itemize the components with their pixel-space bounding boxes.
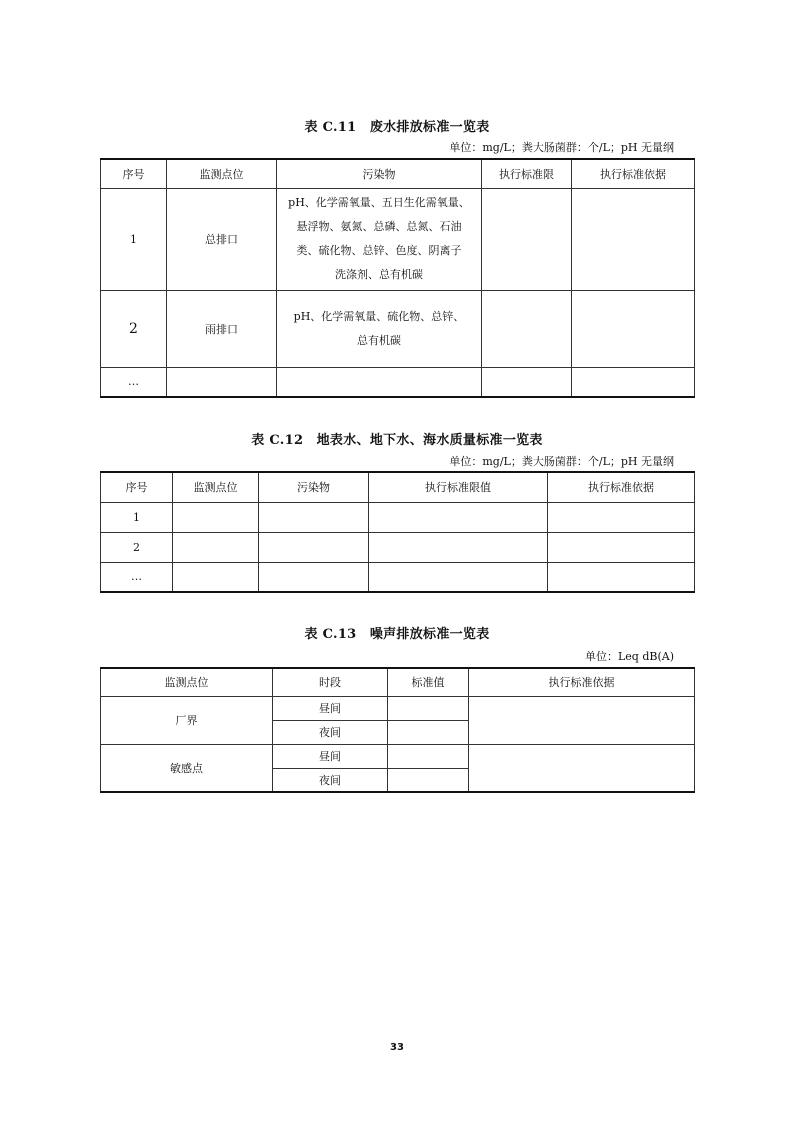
table-c12-header-row	[101, 472, 695, 502]
table-row	[101, 532, 695, 562]
empty-cell	[369, 532, 548, 562]
empty-cell	[173, 502, 259, 532]
standard-limit-cell	[482, 188, 572, 290]
standard-basis-cell	[572, 290, 695, 367]
standard-value-cell	[388, 696, 469, 720]
empty-cell	[259, 562, 369, 592]
empty-cell	[548, 532, 695, 562]
row-number: 1	[101, 502, 173, 532]
pollutant-line: 悬浮物、氨氮、总磷、总氮、石油	[296, 220, 462, 233]
header-cell: 监测点位	[101, 668, 273, 696]
standard-basis-cell	[572, 188, 695, 290]
standard-value-cell	[388, 720, 469, 744]
time-period: 夜间	[273, 768, 388, 792]
standard-basis-cell	[469, 744, 695, 792]
header-cell: 执行标准限	[482, 159, 572, 188]
time-period: 昼间	[273, 744, 388, 768]
table-c11-header-row	[101, 159, 695, 188]
pollutants-cell	[277, 290, 482, 367]
empty-cell	[173, 562, 259, 592]
header-cell: 执行标准限值	[369, 472, 548, 502]
monitoring-point: 敏感点	[101, 744, 273, 792]
table-c13-header-row	[101, 668, 695, 696]
table-row	[101, 562, 695, 592]
pollutant-line: 总有机碳	[357, 333, 401, 347]
table-row	[101, 744, 695, 768]
table-c13	[100, 667, 695, 793]
standard-basis-cell	[572, 367, 695, 397]
standard-limit-cell	[482, 367, 572, 397]
pollutants-cell	[277, 188, 482, 290]
header-cell: 污染物	[277, 159, 482, 188]
header-cell: 污染物	[259, 472, 369, 502]
header-cell: 执行标准依据	[572, 159, 695, 188]
table-c11-unit: 单位：mg/L；粪大肠菌群：个/L；pH 无量纲	[449, 141, 674, 154]
pollutant-line: pH、化学需氧量、五日生化需氧量、	[288, 196, 470, 209]
pollutants-cell	[277, 367, 482, 397]
pollutant-line: 类、硫化物、总锌、色度、阴离子	[296, 244, 462, 257]
row-number: 2	[101, 290, 167, 367]
standard-value-cell	[388, 768, 469, 792]
table-row	[101, 696, 695, 720]
table-c12-caption: 表 C.12 地表水、地下水、海水质量标准一览表	[251, 433, 543, 448]
monitoring-point	[167, 367, 277, 397]
header-cell: 监测点位	[167, 159, 277, 188]
monitoring-point: 厂界	[101, 696, 273, 744]
table-row	[101, 290, 695, 367]
table-row	[101, 367, 695, 397]
row-number: …	[101, 367, 167, 397]
header-cell: 序号	[101, 472, 173, 502]
table-c12-unit: 单位：mg/L；粪大肠菌群：个/L；pH 无量纲	[449, 455, 674, 468]
standard-limit-cell	[482, 290, 572, 367]
header-cell: 时段	[273, 668, 388, 696]
time-period: 昼间	[273, 696, 388, 720]
header-cell: 标准值	[388, 668, 469, 696]
monitoring-point: 总排口	[167, 188, 277, 290]
pollutant-line: pH、化学需氧量、硫化物、总锌、	[293, 309, 465, 323]
header-cell: 监测点位	[173, 472, 259, 502]
table-c12	[100, 471, 695, 593]
row-number: 2	[101, 532, 173, 562]
empty-cell	[173, 532, 259, 562]
table-c11	[100, 158, 695, 398]
row-number: …	[101, 562, 173, 592]
header-cell: 执行标准依据	[548, 472, 695, 502]
standard-basis-cell	[469, 696, 695, 744]
empty-cell	[259, 532, 369, 562]
empty-cell	[369, 502, 548, 532]
table-c13-caption: 表 C.13 噪声排放标准一览表	[304, 627, 490, 642]
empty-cell	[259, 502, 369, 532]
row-number: 1	[101, 188, 167, 290]
table-row	[101, 502, 695, 532]
empty-cell	[548, 502, 695, 532]
time-period: 夜间	[273, 720, 388, 744]
table-c13-unit: 单位：Leq dB(A)	[584, 650, 674, 663]
empty-cell	[369, 562, 548, 592]
header-cell: 序号	[101, 159, 167, 188]
standard-value-cell	[388, 744, 469, 768]
page-number: 33	[390, 1042, 404, 1053]
pollutant-line: 洗涤剂、总有机碳	[335, 268, 423, 281]
table-c11-caption: 表 C.11 废水排放标准一览表	[304, 120, 490, 135]
table-row	[101, 188, 695, 290]
empty-cell	[548, 562, 695, 592]
monitoring-point: 雨排口	[167, 290, 277, 367]
header-cell: 执行标准依据	[469, 668, 695, 696]
